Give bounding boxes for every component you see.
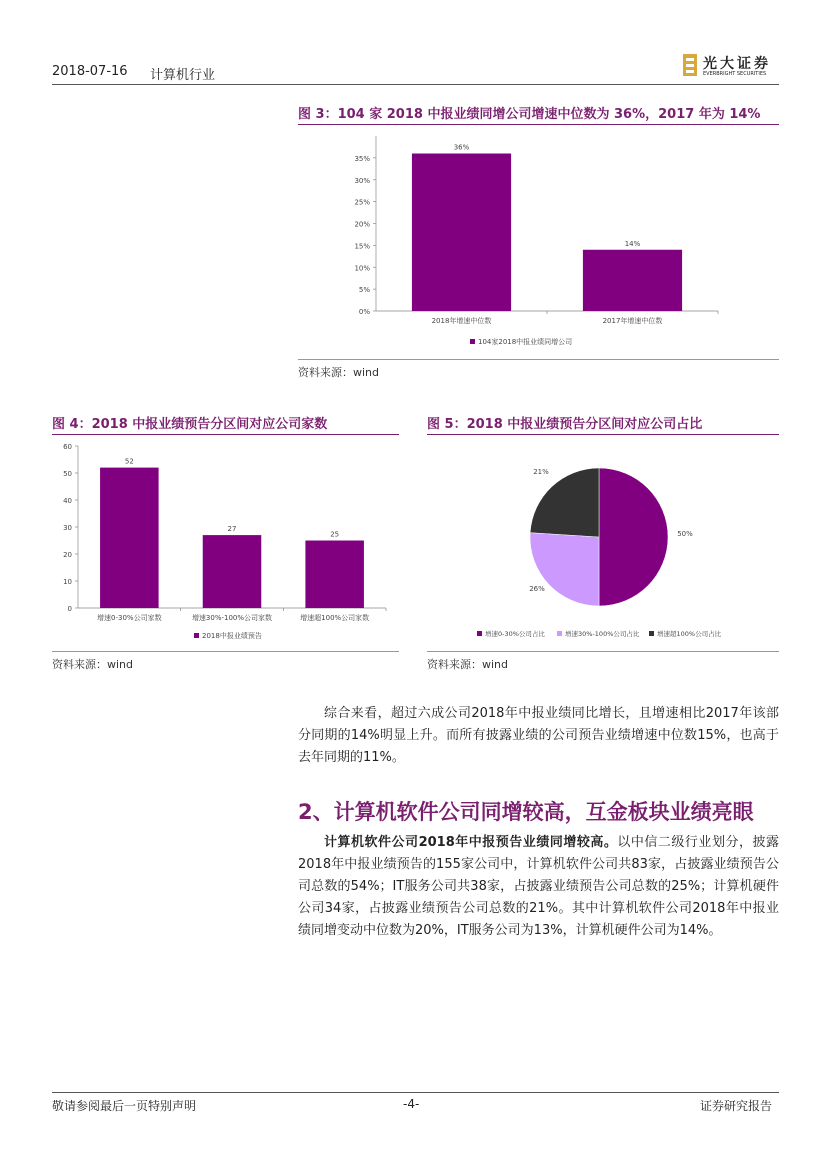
pie-data-label: 26% (529, 585, 545, 593)
y-tick-label: 50 (63, 470, 72, 478)
fig3-title: 图 3：104 家 2018 中报业绩同增公司增速中位数为 36%，2017 年为 14% (298, 107, 761, 122)
legend-swatch (477, 631, 482, 636)
legend-swatch (557, 631, 562, 636)
footer-rule (52, 1092, 779, 1093)
section-paragraph (298, 832, 779, 942)
section-paragraph-text: 以中信二级行业划分，披露2018年中报业绩预告的155家公司中，计算机软件公司共83家，占披露业绩预告公司总数的54%；IT服务公司共38家，占披露业绩预告公司总数的25%；计算机硬件公司34家，占披露业绩预告公司总数的21%。其中计算机软件公司2018年中报业绩同增变动中位数为20%，IT服务公司为13%，计算机硬件公司为14%。 (298, 835, 779, 938)
fig4-source: 资料来源：wind (52, 658, 134, 671)
data-label: 14% (624, 239, 641, 248)
y-tick-label: 5% (358, 286, 370, 295)
pie-slice (599, 468, 668, 606)
fig4-chart (52, 438, 399, 648)
legend-label: 增速超100%公司占比 (657, 630, 722, 638)
legend-label: 104家2018中报业绩同增公司 (478, 338, 573, 346)
y-tick-label: 30 (63, 524, 72, 532)
bar (412, 154, 511, 312)
y-tick-label: 40 (63, 497, 72, 505)
y-tick-label: 25% (354, 198, 370, 207)
legend-swatch (194, 633, 199, 638)
fig4-title: 图 4：2018 中报业绩预告分区间对应公司家数 (52, 417, 328, 432)
company-logo (683, 52, 779, 80)
logo-cn: 光大证券 (703, 56, 771, 72)
bar (100, 468, 159, 608)
y-tick-label: 20 (63, 551, 72, 559)
y-tick-label: 20% (354, 220, 370, 229)
y-tick-label: 35% (354, 154, 370, 163)
data-label: 52 (124, 457, 134, 466)
y-tick-label: 10% (354, 264, 370, 273)
x-tick-label: 2018年增速中位数 (431, 317, 492, 325)
x-tick-label: 2017年增速中位数 (602, 317, 663, 325)
header-rule (52, 84, 779, 85)
data-label: 36% (453, 143, 470, 152)
pie-data-label: 50% (677, 530, 693, 538)
footer-report-type: 证券研究报告 (700, 1099, 773, 1113)
fig4-bottom-rule (52, 651, 399, 652)
fig3-chart (298, 130, 779, 355)
pie-data-label: 21% (533, 468, 549, 476)
legend-label: 2018中报业绩预告 (202, 632, 262, 640)
logo-en: EVERBRIGHT SECURITIES (703, 71, 767, 77)
legend-label: 增速30%-100%公司占比 (565, 630, 640, 638)
fig5-title-rule (427, 434, 779, 435)
y-tick-label: 10 (63, 578, 72, 586)
fig5-chart (427, 438, 779, 648)
section-title: 2、计算机软件公司同增较高，互金板块业绩亮眼 (298, 800, 754, 824)
header-date: 2018-07-16 (52, 64, 128, 79)
legend-swatch (470, 339, 475, 344)
fig5-title: 图 5：2018 中报业绩预告分区间对应公司占比 (427, 417, 703, 432)
fig3-title-rule (298, 124, 779, 125)
legend-label: 增速0-30%公司占比 (485, 630, 545, 638)
header-industry: 计算机行业 (150, 68, 216, 83)
x-tick-label: 增速0-30%公司家数 (97, 614, 162, 622)
data-label: 27 (227, 525, 237, 534)
legend-swatch (649, 631, 654, 636)
data-label: 25 (330, 530, 340, 539)
footer-disclaimer: 敬请参阅最后一页特别声明 (52, 1099, 197, 1113)
y-tick-label: 15% (354, 242, 370, 251)
y-tick-label: 0 (67, 605, 72, 613)
y-tick-label: 60 (63, 443, 72, 451)
bar (583, 250, 682, 311)
bar (305, 541, 364, 609)
summary-paragraph (298, 703, 779, 769)
x-tick-label: 增速30%-100%公司家数 (191, 614, 273, 622)
y-tick-label: 30% (354, 176, 370, 185)
pie-slice (530, 533, 599, 606)
fig5-bottom-rule (427, 651, 779, 652)
pie-slice (530, 468, 599, 537)
y-tick-label: 0% (358, 308, 370, 316)
x-tick-label: 增速超100%公司家数 (300, 614, 370, 622)
fig3-source: 资料来源：wind (298, 366, 380, 379)
fig5-source: 资料来源：wind (427, 658, 509, 671)
section-paragraph-lead: 计算机软件公司2018年中报预告业绩同增较高。 (324, 835, 618, 850)
fig4-title-rule (52, 434, 399, 435)
footer-page-number: -4- (403, 1097, 420, 1111)
summary-text: 综合来看，超过六成公司2018年中报业绩同比增长，且增速相比2017年该部分同期的14%明显上升。而所有披露业绩的公司预告业绩增速中位数15%，也高于去年同期的11%。 (298, 706, 779, 765)
fig3-bottom-rule (298, 359, 779, 360)
bar (203, 535, 262, 608)
